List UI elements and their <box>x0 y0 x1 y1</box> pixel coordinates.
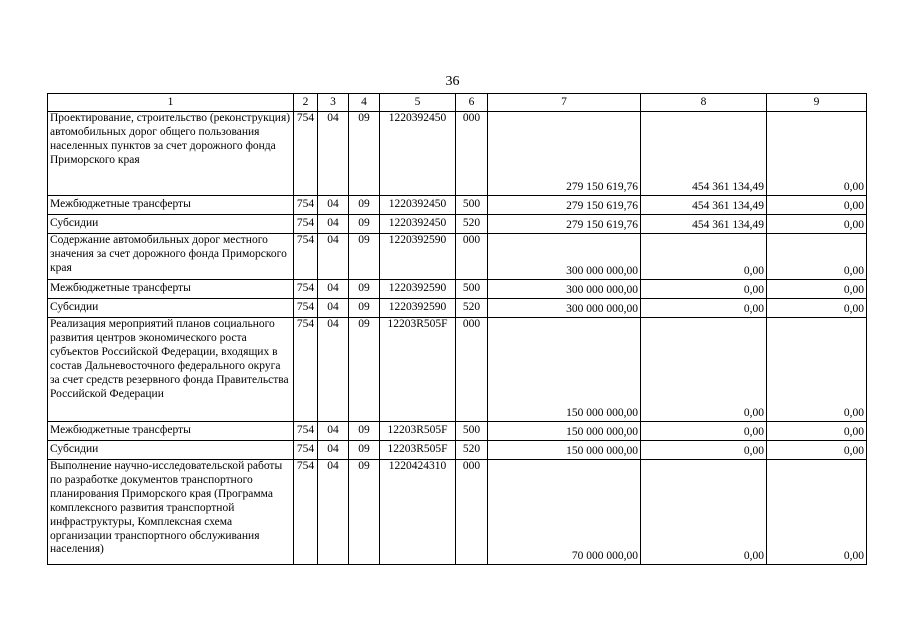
target-article-code: 1220392450 <box>380 112 456 196</box>
expense-type-code: 520 <box>456 299 488 318</box>
table-row <box>48 422 867 441</box>
column-header: 1 <box>48 94 294 112</box>
expense-type-code: 000 <box>456 460 488 565</box>
expense-type-code: 500 <box>456 280 488 299</box>
table-row <box>48 280 867 299</box>
table-row <box>48 112 867 196</box>
amount-col-8: 454 361 134,49 <box>641 112 767 196</box>
item-name: Межбюджетные трансферты <box>48 196 294 215</box>
section-code: 04 <box>318 460 349 565</box>
amount-col-7: 150 000 000,00 <box>488 422 641 441</box>
column-header: 2 <box>294 94 318 112</box>
item-name: Субсидии <box>48 299 294 318</box>
amount-col-7: 279 150 619,76 <box>488 112 641 196</box>
column-header: 4 <box>349 94 380 112</box>
expense-type-code: 000 <box>456 318 488 422</box>
amount-col-8: 0,00 <box>641 318 767 422</box>
section-code: 04 <box>318 441 349 460</box>
expense-type-code: 500 <box>456 196 488 215</box>
target-article-code: 1220392590 <box>380 280 456 299</box>
section-code: 04 <box>318 215 349 234</box>
subsection-code: 09 <box>349 318 380 422</box>
subsection-code: 09 <box>349 280 380 299</box>
column-header: 9 <box>767 94 867 112</box>
amount-col-7: 279 150 619,76 <box>488 215 641 234</box>
amount-col-7: 300 000 000,00 <box>488 280 641 299</box>
target-article-code: 1220392450 <box>380 215 456 234</box>
table-row <box>48 318 867 422</box>
section-code: 04 <box>318 422 349 441</box>
amount-col-9: 0,00 <box>767 215 867 234</box>
target-article-code: 1220392450 <box>380 196 456 215</box>
item-name: Реализация мероприятий планов социального развития центров экономического роста субъектов Российской Федерации, входящих в состав Дальневосточного федерального округа за счет средств резервного фонда Правительства Российской Федерации <box>48 318 294 422</box>
table-row <box>48 299 867 318</box>
admin-code: 754 <box>294 318 318 422</box>
section-code: 04 <box>318 280 349 299</box>
item-name: Субсидии <box>48 215 294 234</box>
section-code: 04 <box>318 112 349 196</box>
subsection-code: 09 <box>349 460 380 565</box>
amount-col-9: 0,00 <box>767 318 867 422</box>
section-code: 04 <box>318 234 349 280</box>
admin-code: 754 <box>294 196 318 215</box>
table-row <box>48 234 867 280</box>
amount-col-8: 454 361 134,49 <box>641 196 767 215</box>
subsection-code: 09 <box>349 234 380 280</box>
amount-col-9: 0,00 <box>767 460 867 565</box>
budget-table <box>47 93 867 565</box>
subsection-code: 09 <box>349 422 380 441</box>
target-article-code: 12203R505F <box>380 318 456 422</box>
column-header: 8 <box>641 94 767 112</box>
amount-col-8: 0,00 <box>641 422 767 441</box>
admin-code: 754 <box>294 215 318 234</box>
table-row <box>48 460 867 565</box>
expense-type-code: 520 <box>456 441 488 460</box>
page-number: 36 <box>445 74 460 89</box>
section-code: 04 <box>318 299 349 318</box>
expense-type-code: 500 <box>456 422 488 441</box>
amount-col-9: 0,00 <box>767 280 867 299</box>
admin-code: 754 <box>294 280 318 299</box>
target-article-code: 12203R505F <box>380 441 456 460</box>
item-name: Межбюджетные трансферты <box>48 280 294 299</box>
amount-col-7: 150 000 000,00 <box>488 318 641 422</box>
item-name: Межбюджетные трансферты <box>48 422 294 441</box>
section-code: 04 <box>318 196 349 215</box>
expense-type-code: 000 <box>456 234 488 280</box>
admin-code: 754 <box>294 422 318 441</box>
amount-col-7: 300 000 000,00 <box>488 234 641 280</box>
amount-col-9: 0,00 <box>767 299 867 318</box>
table-row <box>48 441 867 460</box>
table-row <box>48 196 867 215</box>
admin-code: 754 <box>294 299 318 318</box>
amount-col-8: 454 361 134,49 <box>641 215 767 234</box>
amount-col-7: 150 000 000,00 <box>488 441 641 460</box>
column-header: 3 <box>318 94 349 112</box>
table-row <box>48 215 867 234</box>
amount-col-7: 70 000 000,00 <box>488 460 641 565</box>
column-header: 6 <box>456 94 488 112</box>
amount-col-8: 0,00 <box>641 460 767 565</box>
amount-col-9: 0,00 <box>767 196 867 215</box>
column-header: 5 <box>380 94 456 112</box>
expense-type-code: 000 <box>456 112 488 196</box>
target-article-code: 1220392590 <box>380 299 456 318</box>
target-article-code: 12203R505F <box>380 422 456 441</box>
item-name: Проектирование, строительство (реконструкция) автомобильных дорог общего пользования населенных пунктов за счет дорожного фонда Приморского края <box>48 112 294 196</box>
amount-col-7: 300 000 000,00 <box>488 299 641 318</box>
subsection-code: 09 <box>349 215 380 234</box>
amount-col-9: 0,00 <box>767 234 867 280</box>
section-code: 04 <box>318 318 349 422</box>
amount-col-9: 0,00 <box>767 112 867 196</box>
column-header: 7 <box>488 94 641 112</box>
item-name: Субсидии <box>48 441 294 460</box>
admin-code: 754 <box>294 112 318 196</box>
item-name: Выполнение научно-исследовательской работы по разработке документов транспортного планирования Приморского края (Программа комплексного развития транспортной инфраструктуры, Комплексная схема организации транспортного обслуживания населения) <box>48 460 294 565</box>
amount-col-8: 0,00 <box>641 234 767 280</box>
subsection-code: 09 <box>349 441 380 460</box>
expense-type-code: 520 <box>456 215 488 234</box>
amount-col-9: 0,00 <box>767 441 867 460</box>
target-article-code: 1220424310 <box>380 460 456 565</box>
amount-col-9: 0,00 <box>767 422 867 441</box>
admin-code: 754 <box>294 460 318 565</box>
target-article-code: 1220392590 <box>380 234 456 280</box>
subsection-code: 09 <box>349 299 380 318</box>
admin-code: 754 <box>294 441 318 460</box>
amount-col-8: 0,00 <box>641 441 767 460</box>
amount-col-8: 0,00 <box>641 299 767 318</box>
table-header-row <box>48 94 867 112</box>
amount-col-8: 0,00 <box>641 280 767 299</box>
subsection-code: 09 <box>349 112 380 196</box>
admin-code: 754 <box>294 234 318 280</box>
subsection-code: 09 <box>349 196 380 215</box>
item-name: Содержание автомобильных дорог местного значения за счет дорожного фонда Приморского края <box>48 234 294 280</box>
amount-col-7: 279 150 619,76 <box>488 196 641 215</box>
